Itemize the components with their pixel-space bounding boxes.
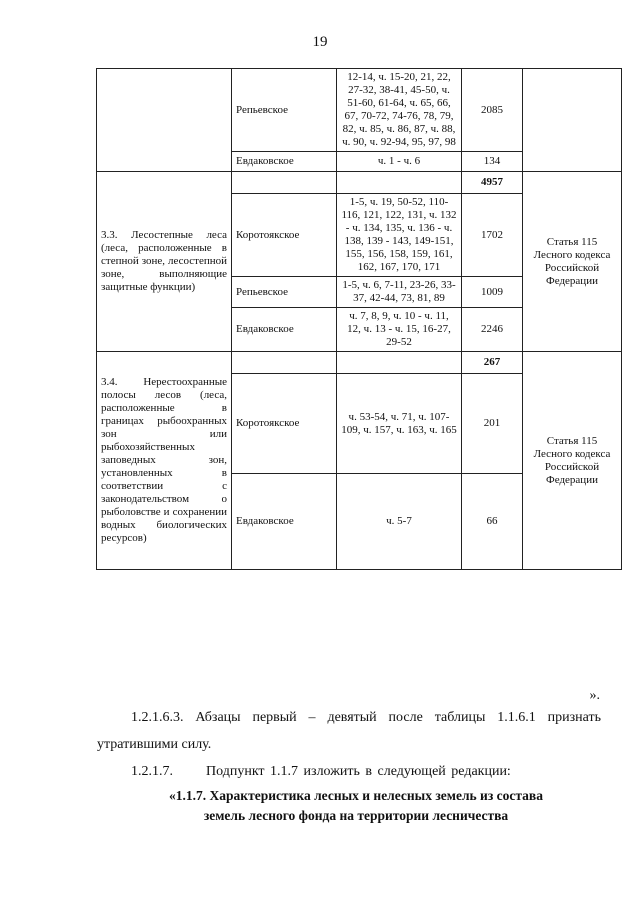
area-cell: 66 <box>462 474 523 570</box>
quarters-cell: ч. 53-54, ч. 71, ч. 107-109, ч. 157, ч. 163, ч. 165 <box>337 374 462 474</box>
district-cell: Евдаковское <box>232 474 337 570</box>
total-area-cell: 4957 <box>462 172 523 194</box>
section-heading-line-1: «1.1.7. Характеристика лесных и нелесных земель из состава <box>169 788 543 803</box>
forest-lands-table <box>96 68 622 570</box>
area-cell: 134 <box>462 152 523 172</box>
district-cell <box>232 172 337 194</box>
district-cell: Евдаковское <box>232 152 337 172</box>
table-row <box>97 69 622 152</box>
table-row <box>97 352 622 374</box>
district-cell <box>232 352 337 374</box>
quarters-cell: ч. 7, 8, 9, ч. 10 - ч. 11, 12, ч. 13 - ч. 15, 16-27, 29-52 <box>337 308 462 352</box>
area-cell: 201 <box>462 374 523 474</box>
paragraph-1-line-1: 1.2.1.6.3. Абзацы первый – девятый после таблицы 1.1.6.1 признать <box>131 710 601 725</box>
paragraph-2: 1.2.1.7. Подпункт 1.1.7 изложить в следующей редакции: <box>131 764 511 779</box>
basis-cell <box>523 69 622 172</box>
district-cell: Репьевское <box>232 69 337 152</box>
quarters-cell <box>337 172 462 194</box>
category-cell: 3.4. Нерестоохранные полосы лесов (леса, расположенные в границах рыбоохранных зон или рыбохозяйственных заповедных зон, установленных в соответствии с законодательством о рыболовстве и сохранении водных биологических ресурсов) <box>97 352 232 570</box>
quarters-cell: 1-5, ч. 19, 50-52, 110-116, 121, 122, 131, ч. 132 - ч. 134, 135, ч. 136 - ч. 138, 139 - 143, 149-151, 155, 156, 158, 159, 161, 162, 167, 170, 171 <box>337 194 462 277</box>
quarters-cell: 12-14, ч. 15-20, 21, 22, 27-32, 38-41, 45-50, ч. 51-60, 61-64, ч. 65, 66, 67, 70-72, 74-76, 78, 79, 82, ч. 85, ч. 86, 87, ч. 88, ч. 90, ч. 92-94, 95, 97, 98 <box>337 69 462 152</box>
district-cell: Коротоякское <box>232 194 337 277</box>
district-cell: Коротоякское <box>232 374 337 474</box>
quarters-cell: ч. 5-7 <box>337 474 462 570</box>
district-cell: Евдаковское <box>232 308 337 352</box>
basis-cell: Статья 115 Лесного кодекса Российской Федерации <box>523 352 622 570</box>
page-number: 19 <box>312 34 328 50</box>
area-cell: 2246 <box>462 308 523 352</box>
total-area-cell: 267 <box>462 352 523 374</box>
quarters-cell: ч. 1 - ч. 6 <box>337 152 462 172</box>
quarters-cell <box>337 352 462 374</box>
district-cell: Репьевское <box>232 277 337 308</box>
table-row <box>97 172 622 194</box>
basis-cell: Статья 115 Лесного кодекса Российской Федерации <box>523 172 622 352</box>
category-cell <box>97 69 232 172</box>
area-cell: 1009 <box>462 277 523 308</box>
quarters-cell: 1-5, ч. 6, 7-11, 23-26, 33-37, 42-44, 73, 81, 89 <box>337 277 462 308</box>
closing-quote: ». <box>589 688 600 703</box>
area-cell: 2085 <box>462 69 523 152</box>
paragraph-1-line-2: утратившими силу. <box>97 737 212 752</box>
area-cell: 1702 <box>462 194 523 277</box>
category-cell: 3.3. Лесостепные леса (леса, расположенные в степной зоне, лесостепной зоне, выполняющие защитные функции) <box>97 172 232 352</box>
section-heading-line-2: земель лесного фонда на территории лесничества <box>203 808 509 823</box>
